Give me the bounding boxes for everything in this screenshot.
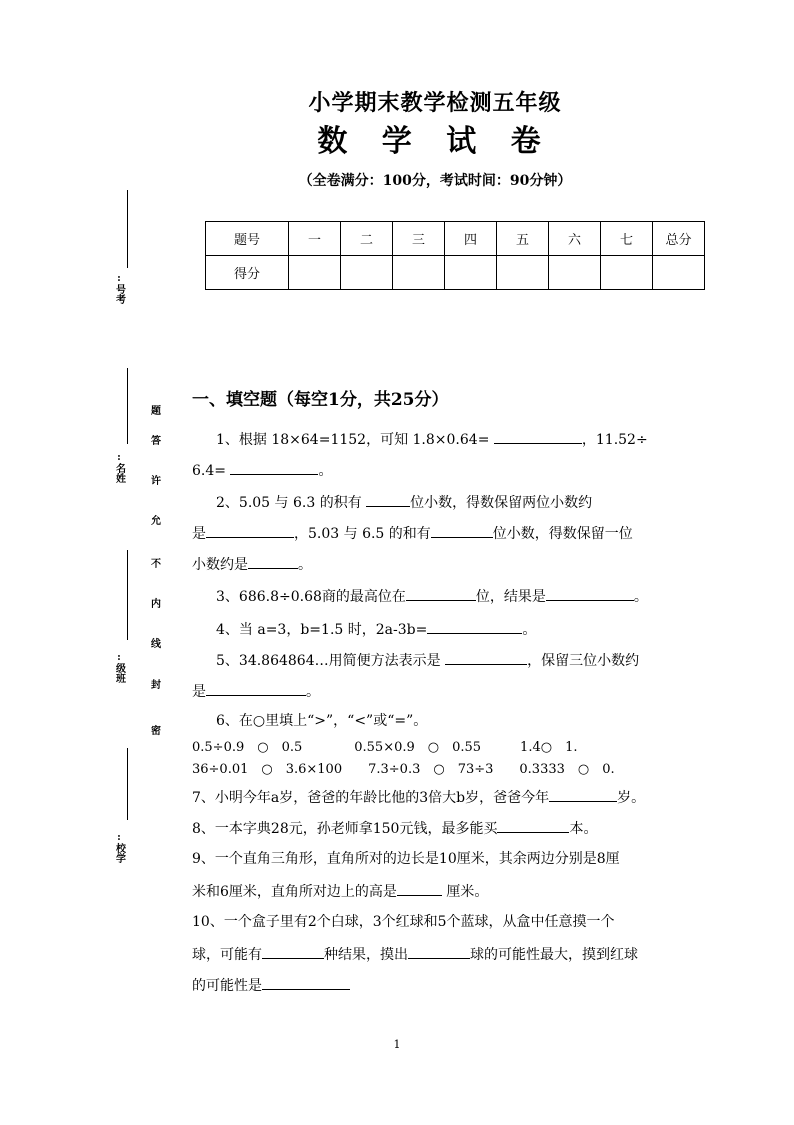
seal-char: 许	[151, 476, 161, 487]
question-2-cont2: 小数约是 。	[192, 554, 692, 574]
answer-blank[interactable]	[397, 881, 442, 896]
answer-blank[interactable]	[549, 787, 617, 802]
score-table-score-row	[206, 256, 705, 290]
answer-blank[interactable]	[406, 586, 476, 601]
score-table-header-cell: 七	[601, 222, 653, 256]
binding-line	[127, 368, 128, 444]
binding-line	[127, 190, 128, 268]
answer-blank[interactable]	[262, 944, 324, 959]
seal-char: 内	[151, 599, 161, 610]
answer-blank[interactable]	[427, 619, 522, 634]
answer-blank[interactable]	[431, 523, 493, 538]
answer-blank[interactable]	[248, 554, 298, 569]
page-number: 1	[393, 1038, 401, 1051]
answer-blank[interactable]	[497, 818, 569, 833]
question-10: 10、一个盒子里有2个白球，3个红球和5个蓝球，从盒中任意摸一个	[192, 914, 615, 930]
question-6: 6、在○里填上“>”，“<”或“=”。	[216, 713, 428, 729]
question-1-cont: 6.4= 。	[192, 460, 692, 480]
exam-subtitle: 数 学 试 卷	[317, 124, 553, 159]
score-table-header-row	[206, 222, 705, 256]
answer-blank[interactable]	[206, 681, 306, 696]
score-cell[interactable]	[497, 256, 549, 290]
question-4: 4、当 a=3，b=1.5 时，2a-3b= 。	[216, 619, 716, 639]
score-table-header-cell: 六	[549, 222, 601, 256]
question-10-cont2: 的可能性是	[192, 975, 692, 995]
question-2-cont: 是 ，5.03 与 6.5 的和有 位小数，得数保留一位	[192, 523, 692, 543]
score-table-header-cell: 四	[445, 222, 497, 256]
score-cell[interactable]	[445, 256, 497, 290]
question-6-row-2: 36÷0.01 ○ 3.6×100 7.3÷0.3 ○ 73÷3 0.3333 ○ 0.	[192, 762, 615, 777]
binding-line	[127, 748, 128, 820]
seal-char: 不	[151, 559, 161, 570]
exam-number-label: : 号考	[113, 273, 125, 304]
score-table-header-cell: 五	[497, 222, 549, 256]
question-7: 7、小明今年a岁，爸爸的年龄比他的3倍大b岁，爸爸今年 岁。	[192, 787, 692, 807]
question-2: 2、5.05 与 6.3 的积有 位小数，得数保留两位小数约	[216, 492, 716, 512]
seal-char: 题	[151, 406, 161, 417]
question-9: 9、一个直角三角形，直角所对的边长是10厘米，其余两边分别是8厘	[192, 851, 620, 867]
question-6-row-1: 0.5÷0.9 ○ 0.5 0.55×0.9 ○ 0.55 1.4○ 1.	[192, 740, 578, 755]
score-label: 得分	[206, 256, 289, 290]
score-cell[interactable]	[653, 256, 705, 290]
answer-blank[interactable]	[262, 975, 350, 990]
answer-blank[interactable]	[366, 492, 410, 507]
score-table-header-cell: 题号	[206, 222, 289, 256]
seal-char: 允	[151, 516, 161, 527]
class-label: : 级班	[113, 652, 125, 683]
question-1: 1、根据 18×64=1152，可知 1.8×0.64= ，11.52÷	[216, 429, 716, 449]
student-name-label: : 名姓	[113, 452, 125, 483]
score-cell[interactable]	[549, 256, 601, 290]
answer-blank[interactable]	[546, 586, 634, 601]
answer-blank[interactable]	[408, 944, 470, 959]
section-title: 一、填空题（每空1分，共25分）	[192, 390, 449, 410]
question-5-cont: 是 。	[192, 681, 692, 701]
seal-char: 答	[151, 436, 161, 447]
question-9-cont: 米和6厘米，直角所对边上的高是 厘米。	[192, 881, 692, 901]
score-table-header-cell: 二	[341, 222, 393, 256]
question-3: 3、686.8÷0.68商的最高位在 位，结果是 。	[216, 586, 716, 606]
question-5: 5、34.864864…用简便方法表示是 ，保留三位小数约	[216, 650, 716, 670]
exam-title: 小学期末教学检测五年级	[308, 90, 562, 116]
answer-blank[interactable]	[445, 650, 527, 665]
score-table-header-cell: 三	[393, 222, 445, 256]
answer-blank[interactable]	[206, 523, 294, 538]
seal-char: 线	[151, 639, 161, 650]
question-10-cont: 球，可能有 种结果，摸出 球的可能性最大，摸到红球	[192, 944, 692, 964]
score-cell[interactable]	[601, 256, 653, 290]
seal-char: 封	[151, 680, 161, 691]
answer-blank[interactable]	[230, 460, 318, 475]
seal-char: 密	[151, 726, 161, 737]
answer-blank[interactable]	[494, 429, 582, 444]
score-cell[interactable]	[393, 256, 445, 290]
exam-info: （全卷满分：100分，考试时间：90分钟）	[298, 173, 572, 189]
school-label: : 校学	[113, 832, 125, 863]
score-table-header-cell: 一	[289, 222, 341, 256]
score-cell[interactable]	[289, 256, 341, 290]
binding-line	[127, 550, 128, 640]
question-8: 8、一本字典28元，孙老师拿150元钱，最多能买 本。	[192, 818, 692, 838]
score-table-header-cell: 总分	[653, 222, 705, 256]
score-table	[205, 221, 705, 290]
score-cell[interactable]	[341, 256, 393, 290]
